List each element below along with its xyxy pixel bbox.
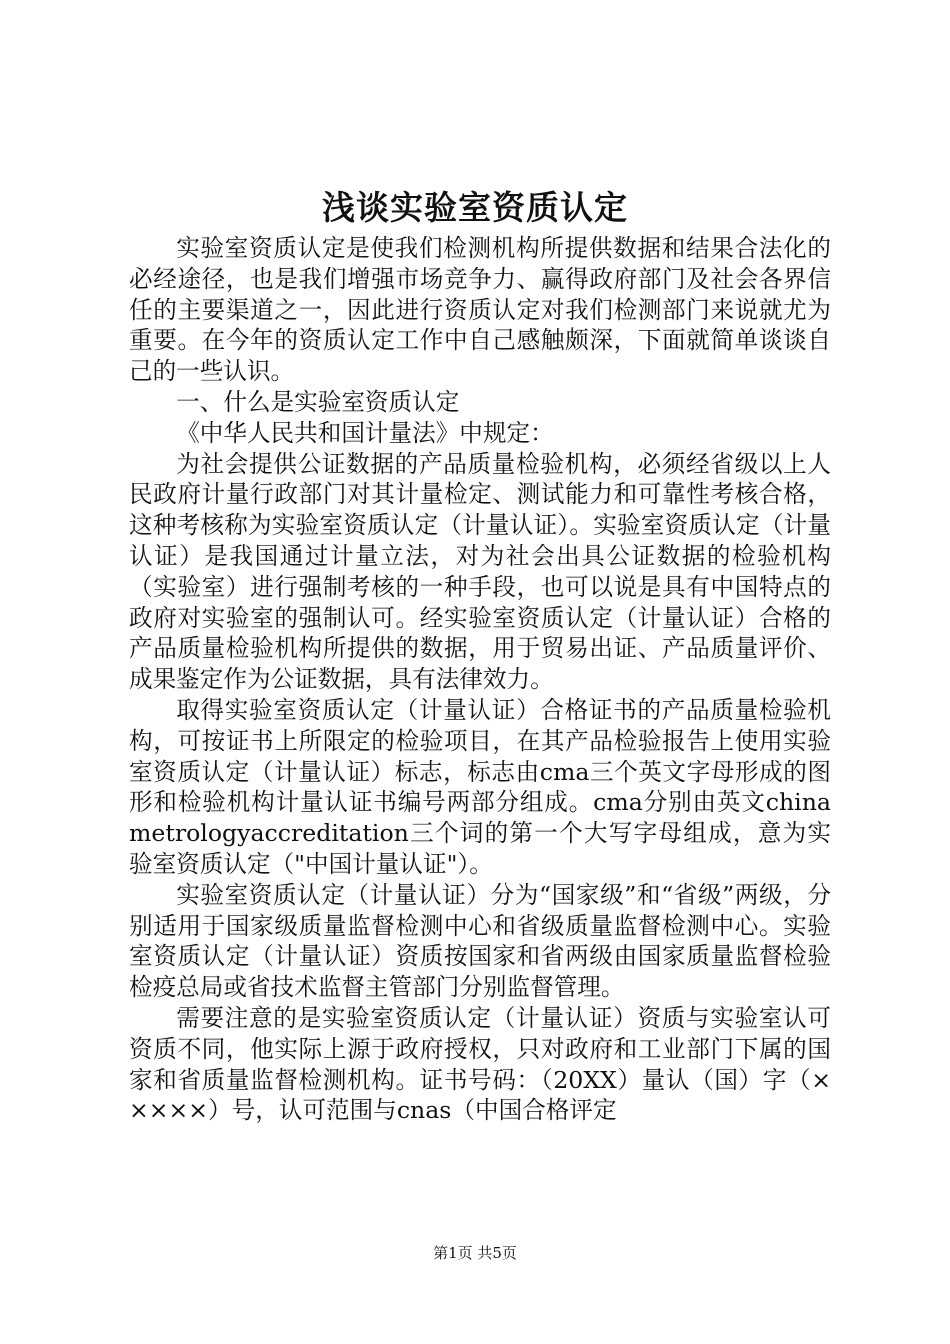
paragraph-definition: 为社会提供公证数据的产品质量检验机构，必须经省级以上人民政府计量行政部门对其计量检定、测试能力和可靠性考核合格，这种考核称为实验室资质认定（计量认证）。实验室资质认定（计量认证）是我国通过计量立法，对为社会出具公证数据的检验机构（实验室）进行强制考核的一种手段，也可以说是具有中国特点的政府对实验室的强制认可。经实验室资质认定（计量认证）合格的产品质量检验机构所提供的数据，用于贸易出证、产品质量评价、成果鉴定作为公证数据，具有法律效力。 — [129, 449, 831, 694]
paragraph-cma-mark: 取得实验室资质认定（计量认证）合格证书的产品质量检验机构，可按证书上所限定的检验项目，在其产品检验报告上使用实验室资质认定（计量认证）标志，标志由cma三个英文字母形成的图形和检验机构计量认证书编号两部分组成。cma分别由英文chinametrologyaccreditation三个词的第一个大写字母组成，意为实验室资质认定（"中国计量认证"）。 — [129, 695, 831, 878]
paragraph-intro: 实验室资质认定是使我们检测机构所提供数据和结果合法化的必经途径，也是我们增强市场竞争力、赢得政府部门及社会各界信任的主要渠道之一，因此进行资质认定对我们检测部门来说就尤为重要。在今年的资质认定工作中自己感触颇深，下面就简单谈谈自己的一些认识。 — [129, 234, 831, 386]
paragraph-levels: 实验室资质认定（计量认证）分为“国家级”和“省级”两级，分别适用于国家级质量监督检测中心和省级质量监督检测中心。实验室资质认定（计量认证）资质按国家和省两级由国家质量监督检验检疫总局或省技术监督主管部门分别监督管理。 — [129, 880, 831, 1002]
document-title: 浅谈实验室资质认定 — [322, 188, 628, 227]
paragraph-difference: 需要注意的是实验室资质认定（计量认证）资质与实验室认可资质不同，他实际上源于政府授权，只对政府和工业部门下属的国家和省质量监督检测机构。证书号码：（20XX）量认（国）字（×××××）号，认可范围与cnas（中国合格评定 — [129, 1003, 831, 1125]
page-footer: 第1页 共5页 — [433, 1244, 517, 1262]
section-heading-1: 一、什么是实验室资质认定 — [176, 387, 460, 416]
document-body — [129, 233, 831, 1126]
paragraph-law-reference: 《中华人民共和国计量法》中规定： — [176, 418, 554, 447]
